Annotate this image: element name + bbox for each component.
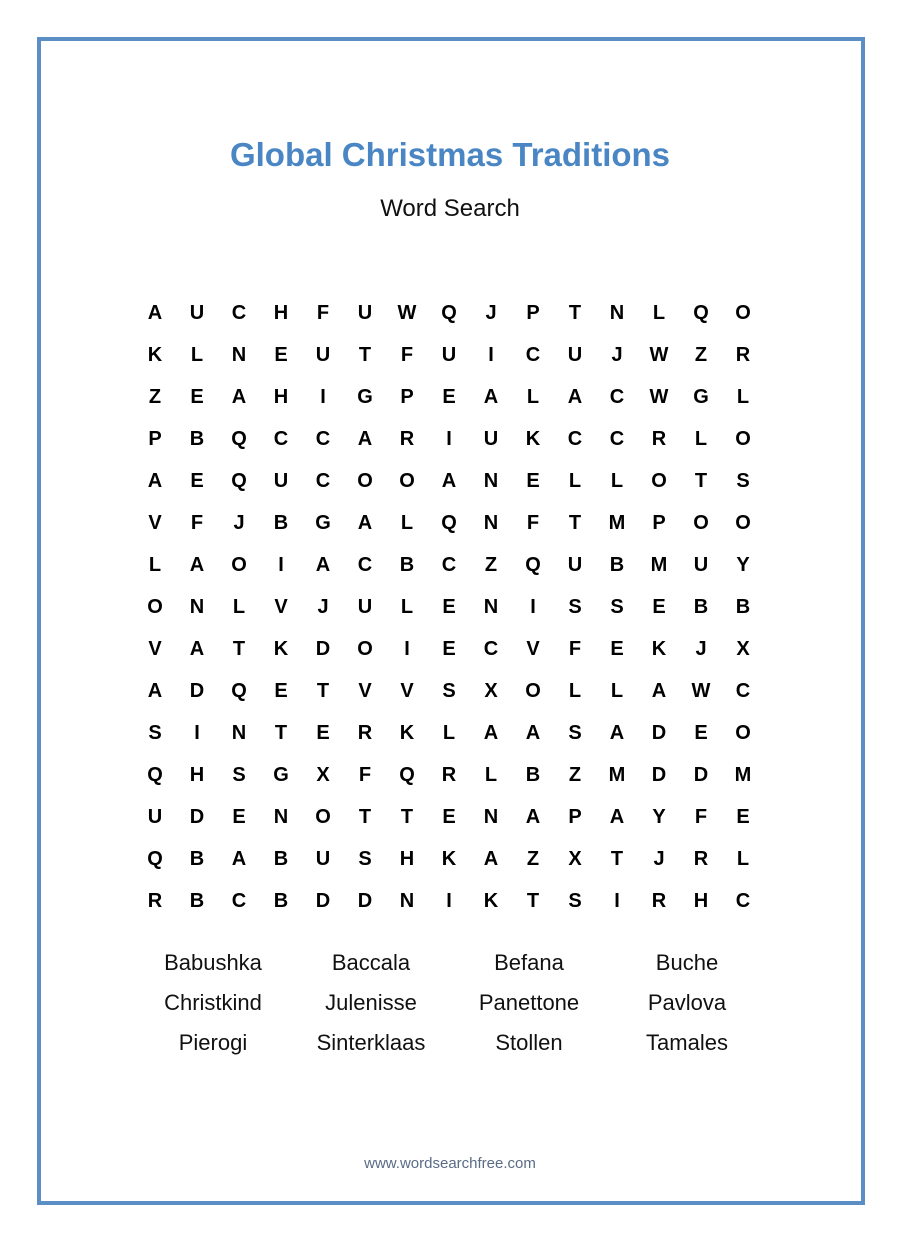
grid-cell[interactable]: B bbox=[189, 427, 205, 450]
grid-cell[interactable]: P bbox=[400, 385, 414, 408]
grid-cell[interactable]: A bbox=[483, 385, 499, 408]
grid-cell[interactable]: U bbox=[567, 343, 583, 366]
grid-cell[interactable]: R bbox=[651, 889, 667, 912]
grid-cell[interactable]: A bbox=[609, 805, 625, 828]
grid-cell[interactable]: A bbox=[147, 469, 163, 492]
grid-cell[interactable]: M bbox=[734, 763, 752, 786]
grid-cell[interactable]: C bbox=[525, 343, 541, 366]
grid-cell[interactable]: N bbox=[231, 343, 247, 366]
grid-cell[interactable]: Q bbox=[693, 301, 709, 324]
grid-cell[interactable]: Q bbox=[525, 553, 541, 576]
grid-cell[interactable]: A bbox=[147, 301, 163, 324]
grid-cell[interactable]: A bbox=[483, 847, 499, 870]
grid-cell[interactable]: M bbox=[608, 763, 626, 786]
grid-cell[interactable]: V bbox=[358, 679, 372, 702]
grid-cell[interactable]: W bbox=[691, 679, 711, 702]
grid-cell[interactable]: D bbox=[651, 763, 667, 786]
word-list-item: Christkind bbox=[164, 990, 262, 1015]
grid-cell[interactable]: R bbox=[441, 763, 457, 786]
grid-cell[interactable]: Z bbox=[526, 847, 540, 870]
grid-cell[interactable]: B bbox=[273, 511, 289, 534]
grid-cell[interactable]: L bbox=[610, 469, 624, 492]
word-list-item: Julenisse bbox=[325, 990, 417, 1015]
grid-cell[interactable]: O bbox=[735, 511, 751, 534]
grid-cell[interactable]: L bbox=[400, 511, 414, 534]
grid-cell[interactable]: X bbox=[736, 637, 750, 660]
grid-cell[interactable]: S bbox=[568, 721, 582, 744]
grid-cell[interactable]: H bbox=[273, 301, 289, 324]
grid-cell[interactable]: J bbox=[611, 343, 623, 366]
grid-cell[interactable]: A bbox=[315, 553, 331, 576]
grid-cell[interactable]: L bbox=[526, 385, 540, 408]
grid-cell[interactable]: F bbox=[568, 637, 582, 660]
word-list bbox=[134, 943, 766, 1063]
grid-cell[interactable]: K bbox=[147, 343, 163, 366]
grid-cell[interactable]: I bbox=[488, 343, 494, 366]
grid-cell[interactable]: O bbox=[735, 721, 751, 744]
grid-cell[interactable]: T bbox=[232, 637, 246, 660]
grid-cell[interactable]: K bbox=[525, 427, 541, 450]
grid-cell[interactable]: I bbox=[320, 385, 326, 408]
grid-cell[interactable]: W bbox=[649, 385, 669, 408]
grid-cell[interactable]: X bbox=[568, 847, 582, 870]
grid-cell[interactable]: N bbox=[483, 805, 499, 828]
grid-cell[interactable]: K bbox=[399, 721, 415, 744]
grid-cell[interactable]: A bbox=[147, 679, 163, 702]
grid-cell[interactable]: X bbox=[484, 679, 498, 702]
grid-cell[interactable]: A bbox=[357, 511, 373, 534]
grid-cell[interactable]: S bbox=[736, 469, 750, 492]
word-list-item: Tamales bbox=[646, 1030, 728, 1055]
grid-cell[interactable]: S bbox=[232, 763, 246, 786]
grid-cell[interactable]: O bbox=[651, 469, 667, 492]
grid-cell[interactable]: B bbox=[273, 889, 289, 912]
grid-cell[interactable]: J bbox=[695, 637, 707, 660]
word-list-item: Baccala bbox=[331, 950, 411, 975]
grid-cell[interactable]: E bbox=[190, 469, 204, 492]
grid-cell[interactable]: V bbox=[526, 637, 540, 660]
grid-cell[interactable]: N bbox=[483, 595, 499, 618]
grid-cell[interactable]: U bbox=[567, 553, 583, 576]
grid-cell[interactable]: B bbox=[609, 553, 625, 576]
grid-cell[interactable]: C bbox=[483, 637, 499, 660]
grid-cell[interactable]: Q bbox=[147, 847, 163, 870]
grid-cell[interactable]: F bbox=[400, 343, 414, 366]
grid-cell[interactable]: Q bbox=[147, 763, 163, 786]
grid-cell[interactable]: O bbox=[357, 469, 373, 492]
grid-cell[interactable]: T bbox=[610, 847, 624, 870]
grid-cell[interactable]: C bbox=[357, 553, 373, 576]
grid-cell[interactable]: T bbox=[694, 469, 708, 492]
grid-cell[interactable]: C bbox=[231, 301, 247, 324]
grid-cell[interactable]: L bbox=[400, 595, 414, 618]
grid-cell[interactable]: N bbox=[483, 511, 499, 534]
footer-url[interactable]: www.wordsearchfree.com bbox=[364, 1155, 536, 1172]
word-list-item: Pavlova bbox=[647, 990, 727, 1015]
grid-cell[interactable]: O bbox=[735, 427, 751, 450]
grid-cell[interactable]: E bbox=[610, 637, 624, 660]
grid-cell[interactable]: B bbox=[189, 889, 205, 912]
grid-cell[interactable]: Q bbox=[231, 679, 247, 702]
grid-cell[interactable]: L bbox=[736, 385, 750, 408]
grid-cell[interactable]: Q bbox=[441, 301, 457, 324]
grid-cell[interactable]: I bbox=[278, 553, 284, 576]
grid-cell[interactable]: E bbox=[442, 595, 456, 618]
grid-cell[interactable]: E bbox=[274, 343, 288, 366]
grid-cell[interactable]: A bbox=[357, 427, 373, 450]
grid-cell[interactable]: L bbox=[232, 595, 246, 618]
grid-cell[interactable]: L bbox=[190, 343, 204, 366]
grid-cell[interactable]: U bbox=[357, 301, 373, 324]
grid-cell[interactable]: V bbox=[148, 511, 162, 534]
grid-cell[interactable]: O bbox=[735, 301, 751, 324]
grid-cell[interactable]: B bbox=[399, 553, 415, 576]
grid-cell[interactable]: S bbox=[568, 595, 582, 618]
grid-cell[interactable]: T bbox=[316, 679, 330, 702]
grid-cell[interactable]: D bbox=[315, 637, 331, 660]
grid-cell[interactable]: N bbox=[231, 721, 247, 744]
grid-cell[interactable]: S bbox=[358, 847, 372, 870]
grid-cell[interactable]: A bbox=[483, 721, 499, 744]
grid-cell[interactable]: D bbox=[315, 889, 331, 912]
grid-cell[interactable]: I bbox=[404, 637, 410, 660]
grid-cell[interactable]: C bbox=[273, 427, 289, 450]
grid-cell[interactable]: W bbox=[397, 301, 417, 324]
grid-cell[interactable]: U bbox=[315, 343, 331, 366]
grid-cell[interactable]: R bbox=[735, 343, 751, 366]
word-list-item: Stollen bbox=[495, 1030, 563, 1055]
grid-cell[interactable]: Z bbox=[484, 553, 498, 576]
grid-cell[interactable]: A bbox=[231, 847, 247, 870]
grid-cell[interactable]: D bbox=[357, 889, 373, 912]
grid-cell[interactable]: T bbox=[274, 721, 288, 744]
grid-cell[interactable]: E bbox=[274, 679, 288, 702]
grid-cell[interactable]: Q bbox=[399, 763, 415, 786]
grid-cell[interactable]: A bbox=[189, 553, 205, 576]
grid-cell[interactable]: U bbox=[693, 553, 709, 576]
grid-cell[interactable]: R bbox=[357, 721, 373, 744]
grid-cell[interactable]: D bbox=[651, 721, 667, 744]
word-list-item: Pierogi bbox=[178, 1030, 248, 1055]
grid-cell[interactable]: C bbox=[735, 679, 751, 702]
grid-cell[interactable]: N bbox=[273, 805, 289, 828]
grid-cell[interactable]: E bbox=[316, 721, 330, 744]
grid-cell[interactable]: T bbox=[400, 805, 414, 828]
grid-cell[interactable]: P bbox=[568, 805, 582, 828]
grid-cell[interactable]: E bbox=[190, 385, 204, 408]
grid-cell[interactable]: N bbox=[609, 301, 625, 324]
grid-cell[interactable]: F bbox=[694, 805, 708, 828]
grid-cell[interactable]: T bbox=[568, 301, 582, 324]
grid-cell[interactable]: L bbox=[610, 679, 624, 702]
grid-cell[interactable]: L bbox=[484, 763, 498, 786]
grid-cell[interactable]: J bbox=[485, 301, 497, 324]
word-list-item: Befana bbox=[494, 950, 564, 975]
grid-cell[interactable]: F bbox=[358, 763, 372, 786]
grid-cell[interactable]: A bbox=[441, 469, 457, 492]
grid-cell[interactable]: M bbox=[608, 511, 626, 534]
grid-cell[interactable]: C bbox=[609, 427, 625, 450]
page-subtitle: Word Search bbox=[380, 195, 520, 222]
grid-cell[interactable]: O bbox=[357, 637, 373, 660]
grid-cell[interactable]: O bbox=[315, 805, 331, 828]
grid-cell[interactable]: S bbox=[148, 721, 162, 744]
grid-cell[interactable]: F bbox=[316, 301, 330, 324]
grid-cell[interactable]: B bbox=[735, 595, 751, 618]
grid-cell[interactable]: H bbox=[399, 847, 415, 870]
grid-cell[interactable]: O bbox=[231, 553, 247, 576]
grid-cell[interactable]: E bbox=[442, 385, 456, 408]
grid-cell[interactable]: U bbox=[315, 847, 331, 870]
grid-cell[interactable]: N bbox=[189, 595, 205, 618]
grid-cell[interactable]: M bbox=[650, 553, 668, 576]
grid-cell[interactable]: H bbox=[693, 889, 709, 912]
grid-cell[interactable]: P bbox=[526, 301, 540, 324]
grid-cell[interactable]: Q bbox=[231, 469, 247, 492]
grid-cell[interactable]: W bbox=[649, 343, 669, 366]
grid-cell[interactable]: T bbox=[526, 889, 540, 912]
grid-cell[interactable]: C bbox=[735, 889, 751, 912]
grid-cell[interactable]: B bbox=[189, 847, 205, 870]
grid-cell[interactable]: Y bbox=[652, 805, 666, 828]
grid-cell[interactable]: P bbox=[652, 511, 666, 534]
grid-cell[interactable]: U bbox=[483, 427, 499, 450]
grid-cell[interactable]: L bbox=[568, 679, 582, 702]
grid-cell[interactable]: D bbox=[189, 679, 205, 702]
grid-cell[interactable]: Q bbox=[441, 511, 457, 534]
grid-cell[interactable]: B bbox=[525, 763, 541, 786]
grid-cell[interactable]: A bbox=[609, 721, 625, 744]
grid-cell[interactable]: Z bbox=[568, 763, 582, 786]
grid-cell[interactable]: E bbox=[736, 805, 750, 828]
grid-cell[interactable]: A bbox=[231, 385, 247, 408]
grid-cell[interactable]: X bbox=[316, 763, 330, 786]
grid-cell[interactable]: L bbox=[148, 553, 162, 576]
grid-cell[interactable]: A bbox=[525, 721, 541, 744]
grid-cell[interactable]: K bbox=[441, 847, 457, 870]
grid-cell[interactable]: G bbox=[357, 385, 373, 408]
grid-cell[interactable]: O bbox=[399, 469, 415, 492]
grid-cell[interactable]: C bbox=[609, 385, 625, 408]
grid-cell[interactable]: F bbox=[526, 511, 540, 534]
grid-cell[interactable]: L bbox=[652, 301, 666, 324]
page-title: Global Christmas Traditions bbox=[229, 136, 671, 173]
grid-cell[interactable]: E bbox=[442, 805, 456, 828]
grid-cell[interactable]: F bbox=[190, 511, 204, 534]
grid-cell[interactable]: K bbox=[483, 889, 499, 912]
grid-cell[interactable]: S bbox=[610, 595, 624, 618]
grid-cell[interactable]: J bbox=[317, 595, 329, 618]
grid-cell[interactable]: P bbox=[148, 427, 162, 450]
grid-cell[interactable]: U bbox=[147, 805, 163, 828]
grid-cell[interactable]: S bbox=[568, 889, 582, 912]
word-list-item: Babushka bbox=[164, 950, 262, 975]
grid-cell[interactable]: D bbox=[189, 805, 205, 828]
grid-cell[interactable]: E bbox=[652, 595, 666, 618]
grid-cell[interactable]: B bbox=[693, 595, 709, 618]
grid-cell[interactable]: A bbox=[189, 637, 205, 660]
grid-cell[interactable]: J bbox=[653, 847, 665, 870]
grid-cell[interactable]: G bbox=[273, 763, 289, 786]
grid-cell[interactable]: U bbox=[357, 595, 373, 618]
grid-cell[interactable]: C bbox=[567, 427, 583, 450]
letter-grid bbox=[134, 292, 764, 922]
grid-cell[interactable]: Z bbox=[694, 343, 708, 366]
grid-cell[interactable]: E bbox=[694, 721, 708, 744]
grid-cell[interactable]: V bbox=[400, 679, 414, 702]
grid-cell[interactable]: U bbox=[273, 469, 289, 492]
grid-cell[interactable]: J bbox=[233, 511, 245, 534]
grid-cell[interactable]: T bbox=[358, 343, 372, 366]
grid-cell[interactable]: I bbox=[614, 889, 620, 912]
grid-cell[interactable]: N bbox=[399, 889, 415, 912]
grid-cell[interactable]: H bbox=[273, 385, 289, 408]
grid-cell[interactable]: Y bbox=[736, 553, 750, 576]
grid-cell[interactable]: L bbox=[694, 427, 708, 450]
grid-cell[interactable]: E bbox=[232, 805, 246, 828]
grid-cell[interactable]: I bbox=[446, 427, 452, 450]
grid-cell[interactable]: O bbox=[525, 679, 541, 702]
grid-cell[interactable]: L bbox=[442, 721, 456, 744]
grid-cell[interactable]: R bbox=[693, 847, 709, 870]
grid-cell[interactable]: N bbox=[483, 469, 499, 492]
grid-cell[interactable]: H bbox=[189, 763, 205, 786]
grid-cell[interactable]: G bbox=[693, 385, 709, 408]
grid-cell[interactable]: R bbox=[147, 889, 163, 912]
grid-cell[interactable]: C bbox=[315, 469, 331, 492]
grid-cell[interactable]: L bbox=[568, 469, 582, 492]
grid-cell[interactable]: S bbox=[442, 679, 456, 702]
grid-cell[interactable]: A bbox=[651, 679, 667, 702]
grid-cell[interactable]: K bbox=[651, 637, 667, 660]
grid-cell[interactable]: C bbox=[315, 427, 331, 450]
grid-cell[interactable]: T bbox=[568, 511, 582, 534]
grid-cell[interactable]: C bbox=[231, 889, 247, 912]
grid-cell[interactable]: A bbox=[567, 385, 583, 408]
grid-cell[interactable]: E bbox=[442, 637, 456, 660]
grid-cell[interactable]: T bbox=[358, 805, 372, 828]
grid-cell[interactable]: U bbox=[441, 343, 457, 366]
grid-cell[interactable]: I bbox=[446, 889, 452, 912]
grid-cell[interactable]: V bbox=[274, 595, 288, 618]
grid-cell[interactable]: I bbox=[194, 721, 200, 744]
grid-cell[interactable]: B bbox=[273, 847, 289, 870]
grid-cell[interactable]: U bbox=[189, 301, 205, 324]
grid-cell[interactable]: L bbox=[736, 847, 750, 870]
grid-cell[interactable]: E bbox=[526, 469, 540, 492]
grid-cell[interactable]: O bbox=[147, 595, 163, 618]
grid-cell[interactable]: V bbox=[148, 637, 162, 660]
grid-cell[interactable]: D bbox=[693, 763, 709, 786]
grid-cell[interactable]: I bbox=[530, 595, 536, 618]
word-list-item: Panettone bbox=[478, 990, 580, 1015]
word-list-item: Sinterklaas bbox=[316, 1030, 426, 1055]
grid-cell[interactable]: A bbox=[525, 805, 541, 828]
grid-cell[interactable]: C bbox=[441, 553, 457, 576]
grid-cell[interactable]: R bbox=[651, 427, 667, 450]
grid-cell[interactable]: Z bbox=[148, 385, 162, 408]
grid-cell[interactable]: G bbox=[315, 511, 331, 534]
grid-cell[interactable]: Q bbox=[231, 427, 247, 450]
grid-cell[interactable]: O bbox=[693, 511, 709, 534]
grid-cell[interactable]: K bbox=[273, 637, 289, 660]
grid-cell[interactable]: R bbox=[399, 427, 415, 450]
word-list-item: Buche bbox=[655, 950, 719, 975]
